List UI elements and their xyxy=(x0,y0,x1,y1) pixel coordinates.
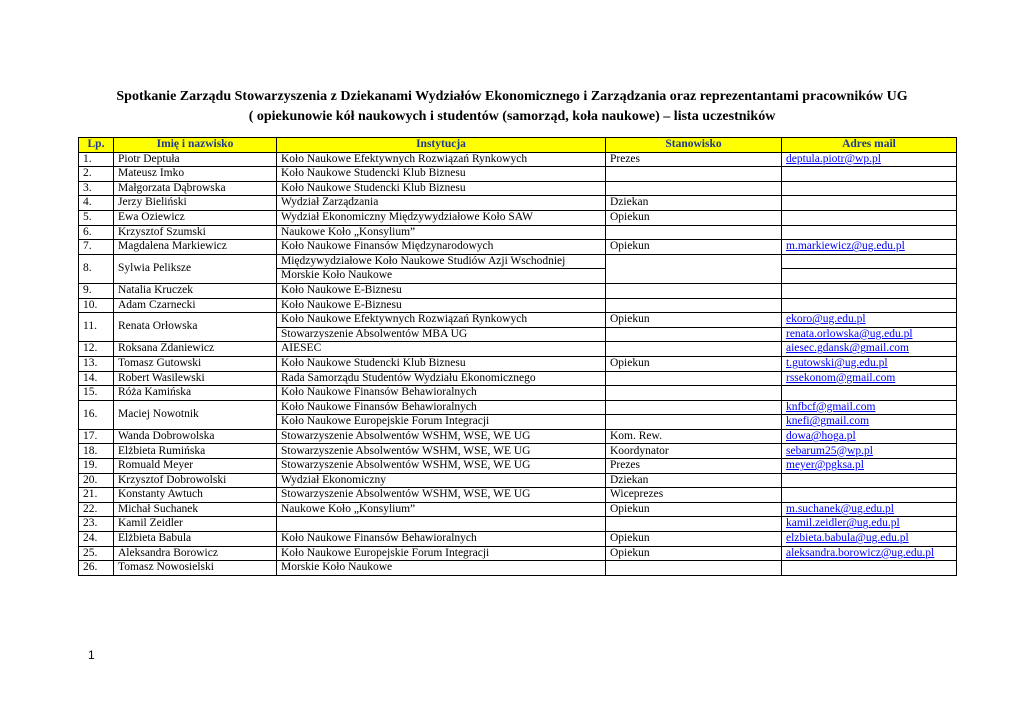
table-row xyxy=(79,517,957,532)
cell-position xyxy=(606,254,782,283)
cell-position: Opiekun xyxy=(606,502,782,517)
cell-email[interactable] xyxy=(782,196,957,211)
cell-email[interactable] xyxy=(782,225,957,240)
cell-position: Opiekun xyxy=(606,546,782,561)
cell-institution: Koło Naukowe Studencki Klub Biznesu xyxy=(277,356,606,371)
cell-email[interactable] xyxy=(782,254,957,269)
cell-email[interactable] xyxy=(782,283,957,298)
cell-email[interactable] xyxy=(782,386,957,401)
header-institution: Instytucja xyxy=(277,138,606,153)
cell-email[interactable]: knefi@gmail.com xyxy=(782,415,957,430)
cell-position xyxy=(606,400,782,415)
cell-email[interactable] xyxy=(782,473,957,488)
document-title xyxy=(0,87,1024,126)
cell-lp: 15. xyxy=(79,386,114,401)
table-row xyxy=(79,313,957,328)
cell-institution: Koło Naukowe E-Biznesu xyxy=(277,283,606,298)
table-header-row xyxy=(79,138,957,153)
table-row xyxy=(79,167,957,182)
cell-lp: 26. xyxy=(79,561,114,576)
cell-name: Renata Orłowska xyxy=(114,313,277,342)
cell-institution: Wydział Zarządzania xyxy=(277,196,606,211)
cell-name: Maciej Nowotnik xyxy=(114,400,277,429)
cell-name: Michał Suchanek xyxy=(114,502,277,517)
table-row xyxy=(79,356,957,371)
cell-position: Prezes xyxy=(606,459,782,474)
cell-institution: Stowarzyszenie Absolwentów WSHM, WSE, WE UG xyxy=(277,429,606,444)
table-body xyxy=(79,152,957,575)
cell-lp: 20. xyxy=(79,473,114,488)
cell-name: Robert Wasilewski xyxy=(114,371,277,386)
cell-position: Dziekan xyxy=(606,473,782,488)
cell-email[interactable]: meyer@pgksa.pl xyxy=(782,459,957,474)
cell-name: Roksana Zdaniewicz xyxy=(114,342,277,357)
cell-position: Opiekun xyxy=(606,532,782,547)
cell-name: Natalia Kruczek xyxy=(114,283,277,298)
cell-name: Jerzy Bieliński xyxy=(114,196,277,211)
cell-name: Tomasz Gutowski xyxy=(114,356,277,371)
cell-name: Sylwia Peliksze xyxy=(114,254,277,283)
cell-email[interactable] xyxy=(782,561,957,576)
cell-position xyxy=(606,517,782,532)
cell-institution: Naukowe Koło „Konsylium” xyxy=(277,225,606,240)
cell-position xyxy=(606,327,782,342)
cell-email[interactable]: elzbieta.babula@ug.edu.pl xyxy=(782,532,957,547)
table-row xyxy=(79,298,957,313)
table-row xyxy=(79,371,957,386)
cell-name: Romuald Meyer xyxy=(114,459,277,474)
table-row xyxy=(79,196,957,211)
cell-name: Elżbieta Rumińska xyxy=(114,444,277,459)
cell-position xyxy=(606,371,782,386)
cell-email[interactable]: t.gutowski@ug.edu.pl xyxy=(782,356,957,371)
table-row xyxy=(79,532,957,547)
cell-institution: Koło Naukowe Efektywnych Rozwiązań Rynkowych xyxy=(277,313,606,328)
cell-lp: 22. xyxy=(79,502,114,517)
cell-email[interactable]: rssekonom@gmail.com xyxy=(782,371,957,386)
cell-position xyxy=(606,283,782,298)
cell-institution: Stowarzyszenie Absolwentów MBA UG xyxy=(277,327,606,342)
cell-email[interactable] xyxy=(782,488,957,503)
header-position: Stanowisko xyxy=(606,138,782,153)
cell-position: Wiceprezes xyxy=(606,488,782,503)
cell-position xyxy=(606,342,782,357)
cell-position: Opiekun xyxy=(606,210,782,225)
table-row xyxy=(79,488,957,503)
cell-email[interactable]: knfbcf@gmail.com xyxy=(782,400,957,415)
cell-email[interactable] xyxy=(782,210,957,225)
table-row xyxy=(79,444,957,459)
header-name: Imię i nazwisko xyxy=(114,138,277,153)
table-row xyxy=(79,386,957,401)
table-row xyxy=(79,240,957,255)
cell-lp: 16. xyxy=(79,400,114,429)
cell-lp: 11. xyxy=(79,313,114,342)
cell-position: Opiekun xyxy=(606,313,782,328)
cell-institution: Międzywydziałowe Koło Naukowe Studiów Azji Wschodniej xyxy=(277,254,606,269)
cell-institution: Koło Naukowe Europejskie Forum Integracji xyxy=(277,415,606,430)
cell-email[interactable]: m.markiewicz@ug.edu.pl xyxy=(782,240,957,255)
cell-position: Prezes xyxy=(606,152,782,167)
cell-name: Magdalena Markiewicz xyxy=(114,240,277,255)
cell-lp: 3. xyxy=(79,181,114,196)
cell-position xyxy=(606,386,782,401)
cell-institution: Morskie Koło Naukowe xyxy=(277,561,606,576)
cell-name: Adam Czarnecki xyxy=(114,298,277,313)
cell-lp: 21. xyxy=(79,488,114,503)
cell-name: Mateusz Imko xyxy=(114,167,277,182)
cell-name: Kamil Zeidler xyxy=(114,517,277,532)
cell-name: Elżbieta Babula xyxy=(114,532,277,547)
cell-institution: Wydział Ekonomiczny xyxy=(277,473,606,488)
cell-email[interactable]: dowa@hoga.pl xyxy=(782,429,957,444)
cell-institution: Stowarzyszenie Absolwentów WSHM, WSE, WE UG xyxy=(277,459,606,474)
cell-name: Aleksandra Borowicz xyxy=(114,546,277,561)
cell-institution: Koło Naukowe Finansów Behawioralnych xyxy=(277,532,606,547)
cell-institution: Wydział Ekonomiczny Międzywydziałowe Koło SAW xyxy=(277,210,606,225)
table-row xyxy=(79,181,957,196)
cell-name: Krzysztof Szumski xyxy=(114,225,277,240)
cell-email[interactable]: renata.orlowska@ug.edu.pl xyxy=(782,327,957,342)
cell-lp: 5. xyxy=(79,210,114,225)
cell-lp: 8. xyxy=(79,254,114,283)
cell-lp: 9. xyxy=(79,283,114,298)
cell-position xyxy=(606,225,782,240)
header-lp: Lp. xyxy=(79,138,114,153)
table-row xyxy=(79,502,957,517)
table-row xyxy=(79,254,957,269)
cell-lp: 24. xyxy=(79,532,114,547)
cell-lp: 6. xyxy=(79,225,114,240)
header-email: Adres mail xyxy=(782,138,957,153)
cell-institution: Rada Samorządu Studentów Wydziału Ekonomicznego xyxy=(277,371,606,386)
cell-lp: 18. xyxy=(79,444,114,459)
cell-lp: 17. xyxy=(79,429,114,444)
cell-institution: Koło Naukowe Efektywnych Rozwiązań Rynkowych xyxy=(277,152,606,167)
cell-lp: 1. xyxy=(79,152,114,167)
cell-lp: 14. xyxy=(79,371,114,386)
cell-email[interactable]: aiesec.gdansk@gmail.com xyxy=(782,342,957,357)
table-row xyxy=(79,283,957,298)
cell-email[interactable] xyxy=(782,181,957,196)
cell-name: Tomasz Nowosielski xyxy=(114,561,277,576)
cell-institution: Koło Naukowe Finansów Behawioralnych xyxy=(277,386,606,401)
cell-institution: Koło Naukowe Studencki Klub Biznesu xyxy=(277,181,606,196)
table-row xyxy=(79,400,957,415)
cell-institution: Koło Naukowe Finansów Międzynarodowych xyxy=(277,240,606,255)
cell-name: Ewa Oziewicz xyxy=(114,210,277,225)
cell-name: Róża Kamińska xyxy=(114,386,277,401)
cell-institution: AIESEC xyxy=(277,342,606,357)
table-row xyxy=(79,152,957,167)
cell-email[interactable]: aleksandra.borowicz@ug.edu.pl xyxy=(782,546,957,561)
cell-name: Małgorzata Dąbrowska xyxy=(114,181,277,196)
cell-institution: Koło Naukowe Studencki Klub Biznesu xyxy=(277,167,606,182)
title-line-1: Spotkanie Zarządu Stowarzyszenia z Dziekanami Wydziałów Ekonomicznego i Zarządzania oraz reprezentantami pracowników UG xyxy=(116,89,908,104)
cell-position: Koordynator xyxy=(606,444,782,459)
cell-position: Dziekan xyxy=(606,196,782,211)
cell-position: Opiekun xyxy=(606,240,782,255)
cell-email[interactable]: ekoro@ug.edu.pl xyxy=(782,313,957,328)
cell-position: Opiekun xyxy=(606,356,782,371)
cell-email[interactable]: kamil.zeidler@ug.edu.pl xyxy=(782,517,957,532)
cell-position xyxy=(606,167,782,182)
table-row xyxy=(79,546,957,561)
cell-lp: 12. xyxy=(79,342,114,357)
cell-position: Kom. Rew. xyxy=(606,429,782,444)
cell-lp: 19. xyxy=(79,459,114,474)
title-line-2: ( opiekunowie kół naukowych i studentów (samorząd, koła naukowe) – lista uczestników xyxy=(248,108,776,124)
cell-institution xyxy=(277,517,606,532)
cell-position xyxy=(606,181,782,196)
cell-institution: Koło Naukowe Finansów Behawioralnych xyxy=(277,400,606,415)
cell-position xyxy=(606,561,782,576)
cell-email[interactable] xyxy=(782,298,957,313)
cell-lp: 25. xyxy=(79,546,114,561)
cell-email[interactable]: sebarum25@wp.pl xyxy=(782,444,957,459)
cell-institution: Naukowe Koło „Konsylium” xyxy=(277,502,606,517)
table-row xyxy=(79,429,957,444)
table-row xyxy=(79,459,957,474)
cell-email[interactable] xyxy=(782,167,957,182)
cell-institution: Morskie Koło Naukowe xyxy=(277,269,606,284)
cell-name: Konstanty Awtuch xyxy=(114,488,277,503)
cell-name: Wanda Dobrowolska xyxy=(114,429,277,444)
cell-position xyxy=(606,415,782,430)
table-row xyxy=(79,210,957,225)
cell-name: Krzysztof Dobrowolski xyxy=(114,473,277,488)
page-number: 1 xyxy=(88,648,95,662)
table-row xyxy=(79,342,957,357)
cell-lp: 4. xyxy=(79,196,114,211)
cell-lp: 10. xyxy=(79,298,114,313)
cell-lp: 23. xyxy=(79,517,114,532)
table-row xyxy=(79,225,957,240)
cell-institution: Stowarzyszenie Absolwentów WSHM, WSE, WE UG xyxy=(277,488,606,503)
table-row xyxy=(79,473,957,488)
cell-institution: Koło Naukowe E-Biznesu xyxy=(277,298,606,313)
cell-position xyxy=(606,298,782,313)
cell-name: Piotr Deptuła xyxy=(114,152,277,167)
cell-lp: 13. xyxy=(79,356,114,371)
cell-email[interactable]: deptula.piotr@wp.pl xyxy=(782,152,957,167)
table-row xyxy=(79,561,957,576)
cell-institution: Stowarzyszenie Absolwentów WSHM, WSE, WE UG xyxy=(277,444,606,459)
cell-email[interactable] xyxy=(782,269,957,284)
cell-institution: Koło Naukowe Europejskie Forum Integracji xyxy=(277,546,606,561)
participants-table xyxy=(78,137,957,576)
cell-email[interactable]: m.suchanek@ug.edu.pl xyxy=(782,502,957,517)
cell-lp: 2. xyxy=(79,167,114,182)
cell-lp: 7. xyxy=(79,240,114,255)
